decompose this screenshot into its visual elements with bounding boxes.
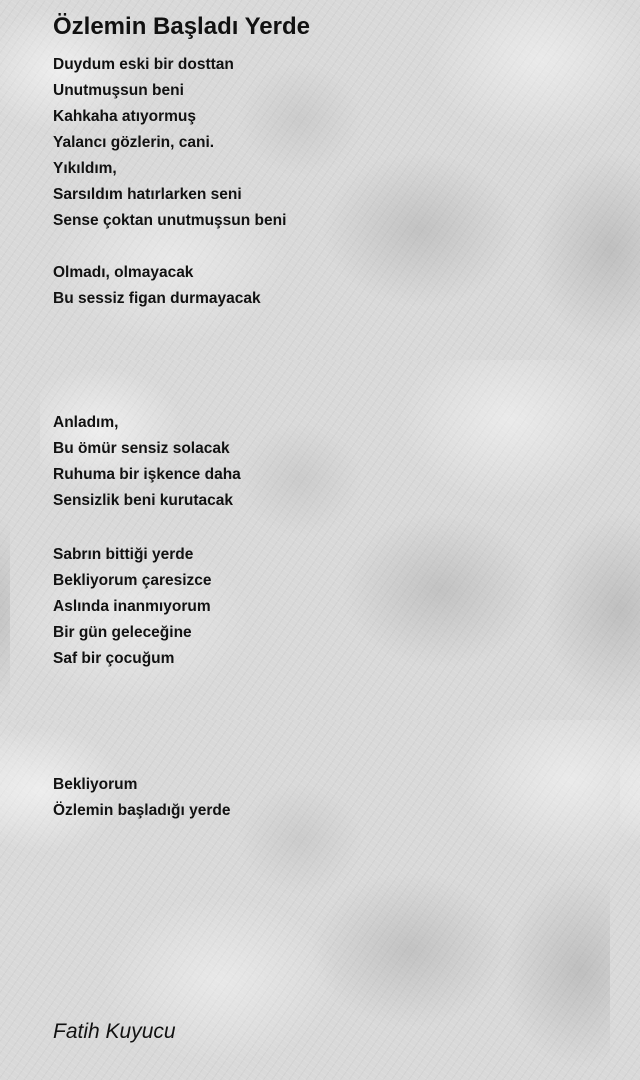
- poem-line: Kahkaha atıyormuş: [53, 108, 196, 125]
- poem-line: Sabrın bittiği yerde: [53, 546, 194, 563]
- poem-line: Aslında inanmıyorum: [53, 598, 211, 615]
- stanza-5: [53, 772, 230, 824]
- poem-line: Özlemin başladığı yerde: [53, 802, 231, 819]
- poem-line: Bu ömür sensiz solacak: [53, 440, 230, 457]
- poem-line: Olmadı, olmayacak: [53, 264, 194, 281]
- stanza-3: [53, 410, 241, 514]
- stanza-4: [53, 542, 212, 672]
- poem-line: Ruhuma bir işkence daha: [53, 466, 241, 483]
- poem-title: Özlemin Başladı Yerde: [53, 13, 311, 40]
- poem-line: Bekliyorum: [53, 776, 138, 793]
- poem-line: Sarsıldım hatırlarken seni: [53, 186, 242, 203]
- poem-line: Duydum eski bir dosttan: [53, 56, 234, 73]
- poem-line: Yıkıldım,: [53, 160, 117, 177]
- poem-line: Bir gün geleceğine: [53, 624, 192, 641]
- poem-line: Unutmuşsun beni: [53, 82, 184, 99]
- poem-line: Anladım,: [53, 414, 119, 431]
- poem-line: Sense çoktan unutmuşsun beni: [53, 212, 287, 229]
- poem-line: Bu sessiz figan durmayacak: [53, 290, 261, 307]
- poem-author: Fatih Kuyucu: [53, 1020, 176, 1043]
- poem-line: Bekliyorum çaresizce: [53, 572, 212, 589]
- poem-line: Yalancı gözlerin, cani.: [53, 134, 215, 151]
- stanza-1: [53, 52, 286, 234]
- poem-line: Sensizlik beni kurutacak: [53, 492, 234, 509]
- stanza-2: [53, 260, 261, 312]
- poem-line: Saf bir çocuğum: [53, 650, 175, 667]
